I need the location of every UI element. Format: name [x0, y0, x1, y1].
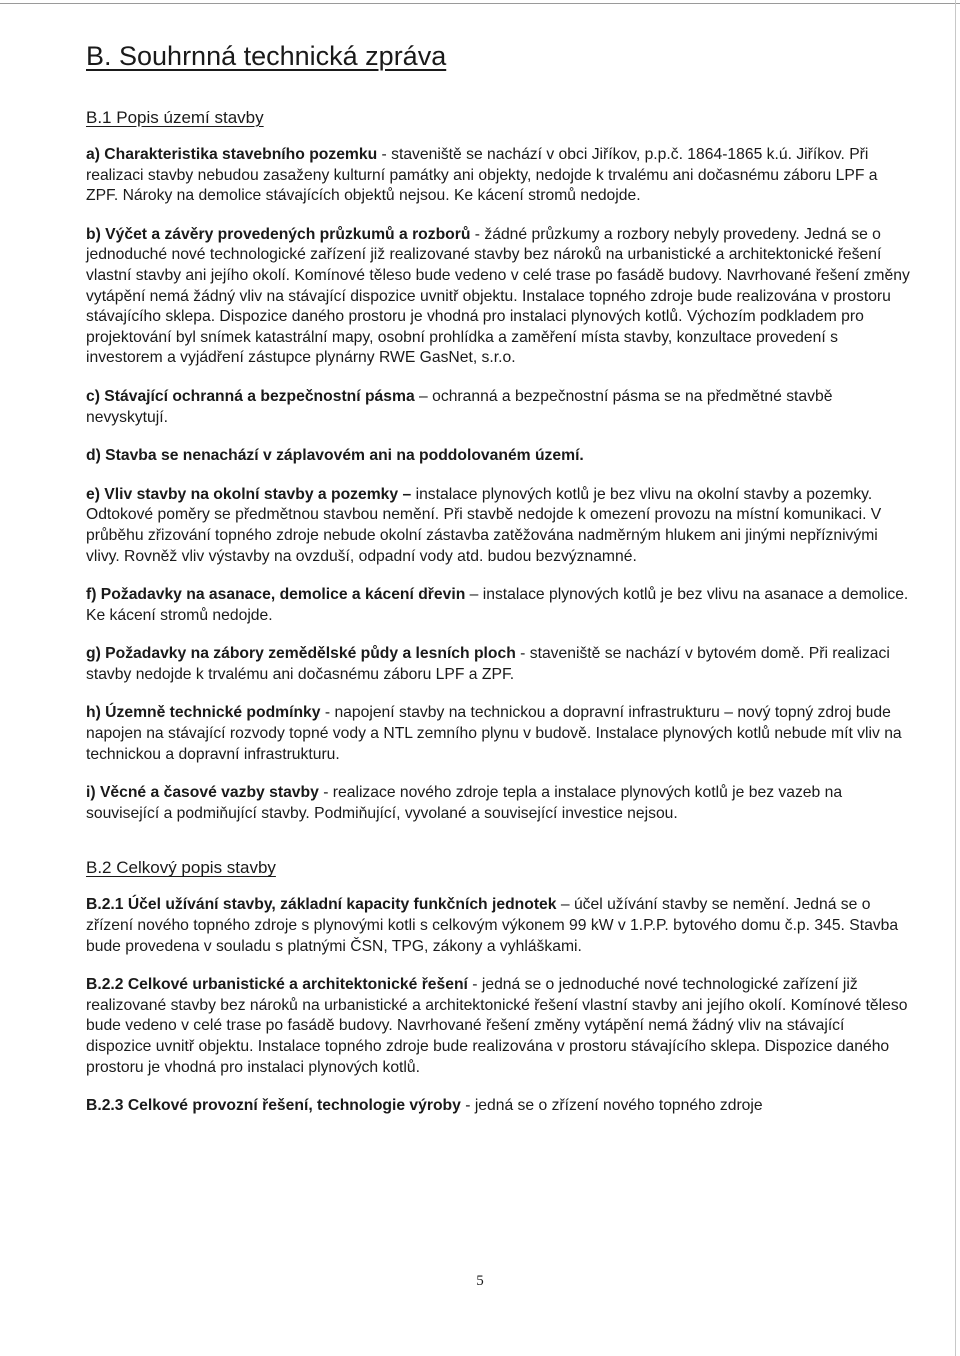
paragraph-h	[86, 703, 912, 765]
paragraph-b21-text: – účel užívání stavby se nemění. Jedná se o zřízení nového topného zdroje s plynovými kotli s celkovým výkonem 99 kW v 1.P.P. bytového domu č.p. 345. Stavba bude provedena v souladu s platnými ČSN, TPG, zákony a vyhláškami.	[86, 896, 899, 955]
paragraph-b23	[86, 1096, 912, 1117]
paragraph-e-text: instalace plynových kotlů je bez vlivu na okolní stavby a pozemky. Odtokové poměry se předmětnou stavbou nemění. Při stavbě nedojde k omezení provozu na místní komunikaci. V průběhu zřizování topného zdroje nebude okolní zástavba zatěžována nadměrným hlukem ani jinými nepříznivými vlivy. Rovněž vliv výstavby na ovzduší, odpadní vody atd. budou bezvýznamné.	[86, 485, 882, 565]
paragraph-g	[86, 644, 912, 685]
paragraph-g-text: - staveniště se nachází v bytovém domě. Při realizaci stavby nedojde k trvalému ani dočasnému záboru LPF a ZPF.	[86, 645, 890, 683]
paragraph-a-text: - staveniště se nachází v obci Jiříkov, p.p.č. 1864-1865 k.ú. Jiříkov. Při realizaci stavby nebudou zasaženy kulturní památky ani objekty, nedojde k trvalému ani dočasnému záboru LPF a ZPF. Nároky na demolice stávajících objektů nejsou. Ke kácení stromů nedojde.	[86, 146, 878, 205]
paragraph-f-text: – instalace plynových kotlů je bez vlivu na asanace a demolice. Ke kácení stromů nedojde.	[86, 586, 909, 624]
paragraph-a	[86, 145, 912, 207]
paragraph-e-lead: e) Vliv stavby na okolní stavby a pozemky –	[86, 485, 412, 503]
paragraph-d-lead: d) Stavba se nenachází v záplavovém ani na poddolovaném území.	[86, 447, 584, 465]
paragraph-b21	[86, 895, 912, 957]
paragraph-e	[86, 485, 912, 567]
section-heading-b2: B.2 Celkový popis stavby	[86, 858, 276, 878]
document-content	[86, 38, 912, 1135]
paragraph-h-text: - napojení stavby na technickou a dopravní infrastrukturu – nový topný zdroj bude napojen na stávající rozvody topné vody a NTL zemního plynu v budově. Instalace plynových kotlů nebude mít vliv na technickou a dopravní infrastrukturu.	[86, 704, 902, 763]
paragraph-a-lead: a) Charakteristika stavebního pozemku	[86, 146, 378, 163]
paragraph-b21-lead: B.2.1 Účel užívání stavby, základní kapacity funkčních jednotek	[86, 896, 557, 914]
paragraph-b-lead: b) Výčet a závěry provedených průzkumů a rozborů	[86, 225, 471, 243]
paragraph-b22-text: - jedná se o jednoduché nové technologické zařízení již realizované stavby bez nároků na urbanistické a architektonické řešení vlastní stavby ani jejího okolí. Komínové těleso bude vedeno v celé trase po fasádě budovy. Navrhované řešení změny vytápění nemá žádný vliv na stávající dispozice uvnitř objektu. Instalace topného zdroje bude realizována v prostoru stávajícího sklepa. Dispozice daného prostoru je vhodná pro instalaci plynových kotlů.	[86, 976, 908, 1076]
paragraph-b22-lead: B.2.2 Celkové urbanistické a architektonické řešení	[86, 976, 468, 994]
paragraph-g-lead: g) Požadavky na zábory zemědělské půdy a lesních ploch	[86, 645, 516, 663]
paragraph-c-lead: c) Stávající ochranná a bezpečnostní pásma	[86, 387, 415, 405]
paragraph-c-text: – ochranná a bezpečnostní pásma se na předmětné stavbě nevyskytují.	[86, 387, 833, 426]
paragraph-b	[86, 225, 912, 369]
section-heading-b1: B.1 Popis území stavby	[86, 108, 264, 127]
paragraph-b23-text: - jedná se o zřízení nového topného zdroje	[460, 1097, 763, 1115]
paragraph-i-lead: i) Věcné a časové vazby stavby	[86, 784, 319, 802]
paragraph-h-lead: h) Územně technické podmínky	[86, 704, 321, 722]
document-title: B. Souhrnná technická zpráva	[86, 41, 447, 71]
scan-right-edge-line	[955, 0, 956, 1356]
paragraph-f-lead: f) Požadavky na asanace, demolice a kácení dřevin	[86, 586, 466, 604]
paragraph-d	[86, 446, 912, 467]
paragraph-i-text: - realizace nového zdroje tepla a instalace plynových kotlů je bez vazeb na související a podmiňující stavby. Podmiňující, vyvolané a související investice nejsou.	[86, 784, 843, 822]
paragraph-c	[86, 387, 912, 428]
page-number: 5	[476, 1273, 484, 1289]
paragraph-i	[86, 783, 912, 824]
paragraph-b22	[86, 975, 912, 1078]
paragraph-f	[86, 585, 912, 626]
paragraph-b-text: - žádné průzkumy a rozbory nebyly provedeny. Jedná se o jednoduché nové technologické zařízení již realizované stavby bez nároků na urbanistické a architektonické řešení vlastní stavby ani jejího okolí. Komínové těleso bude vedeno v celé trase po fasádě budovy. Navrhované řešení změny vytápění nemá žádný vliv na stávající dispozice uvnitř objektu. Instalace topného zdroje bude realizována v prostoru stávajícího sklepa. Dispozice daného prostoru je vhodná pro instalaci plynových kotlů. Výchozím podkladem pro projektování byl snímek katastrální mapy, osobní prohlídka a zaměření místa stavby, konzultace provedení s investorem a vyjádření zástupce plynárny RWE GasNet, s.r.o.	[86, 225, 910, 367]
paragraph-b23-lead: B.2.3 Celkové provozní řešení, technologie výroby	[86, 1097, 461, 1115]
scan-top-edge-line	[0, 3, 960, 4]
